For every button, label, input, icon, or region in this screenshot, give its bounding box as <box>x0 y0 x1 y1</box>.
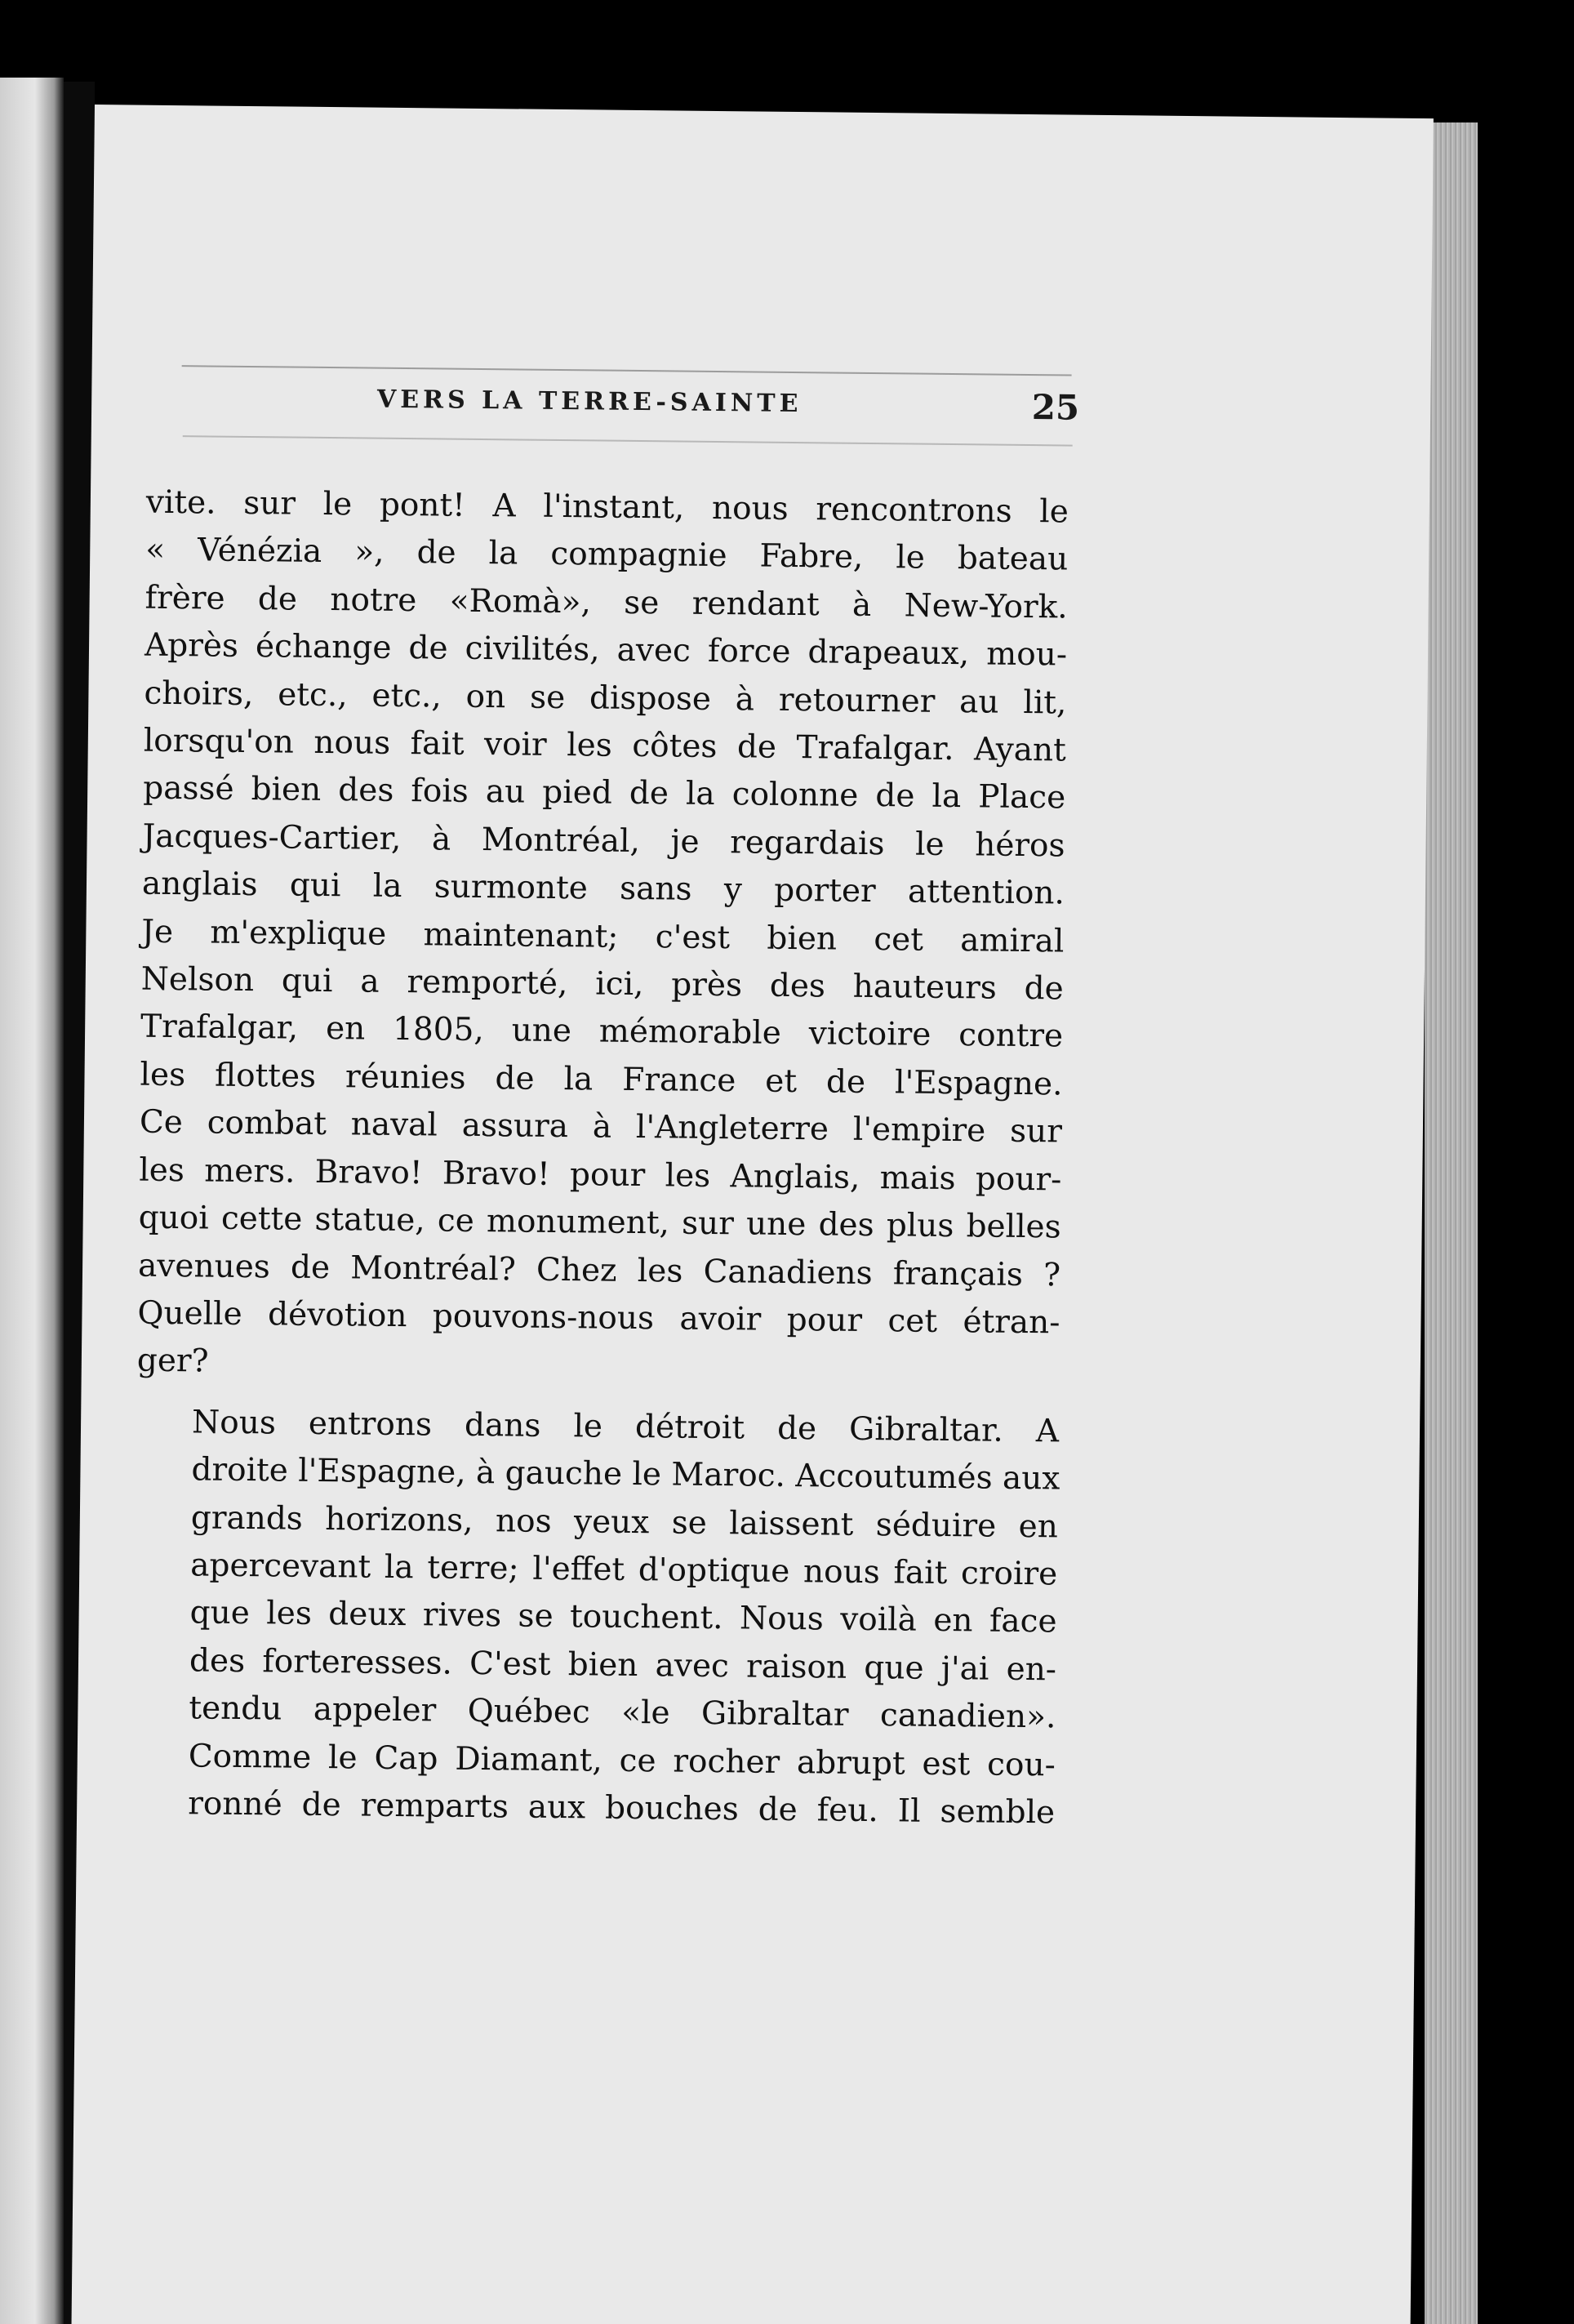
text-line: les mers. Bravo! Bravo! pour les Anglais, mais pour- <box>139 1151 1062 1199</box>
book-page <box>71 105 1434 2324</box>
text-line: Nelson qui a remporté, ici, près des hauteurs de <box>140 960 1064 1008</box>
page-header <box>181 378 1080 437</box>
text-line: Quelle dévotion pouvons-nous avoir pour cet étran- <box>137 1294 1060 1342</box>
page-stack-edge <box>1425 122 1478 2324</box>
text-line: Comme le Cap Diamant, ce rocher abrupt est cou- <box>188 1737 1056 1783</box>
page-number: 25 <box>1031 387 1080 428</box>
text-line: Jacques-Cartier, à Montréal, je regardais le héros <box>142 817 1065 865</box>
text-line: quoi cette statue, ce monument, sur une des plus belles <box>138 1199 1061 1246</box>
text-line: frère de notre «Romà», se rendant à New-York. <box>145 579 1068 626</box>
text-line: lorsqu'on nous fait voir les côtes de Trafalgar. Ayant <box>143 722 1067 769</box>
header-rule-top <box>182 365 1072 376</box>
text-line: Nous entrons dans le détroit de Gibraltar. A <box>191 1404 1060 1450</box>
text-line: anglais qui la surmonte sans y porter attention. <box>141 865 1065 912</box>
paragraph-2 <box>132 1398 1059 1836</box>
text-line: Trafalgar, en 1805, une mémorable victoire contre <box>140 1008 1064 1055</box>
header-rule-bottom <box>183 435 1073 446</box>
text-line: les flottes réunies de la France et de l'Espagne. <box>140 1056 1063 1103</box>
text-line: Après échange de civilités, avec force drapeaux, mou- <box>144 626 1068 674</box>
running-head: VERS LA TERRE-SAINTE <box>376 385 803 419</box>
text-line: des forteresses. C'est bien avec raison que j'ai en- <box>189 1642 1057 1689</box>
text-line: vite. sur le pont! A l'instant, nous rencontrons le <box>145 483 1069 531</box>
text-line: ronné de remparts aux bouches de feu. Il semble <box>187 1785 1056 1832</box>
text-line: Je m'explique maintenant; c'est bien cet amiral <box>141 913 1065 960</box>
text-line: droite l'Espagne, à gauche le Maroc. Accoutumés aux <box>191 1451 1060 1498</box>
text-line: grands horizons, nos yeux se laissent séduire en <box>190 1498 1059 1545</box>
text-line: « Vénézia », de la compagnie Fabre, le bateau <box>145 532 1069 578</box>
text-line: ger? <box>136 1342 209 1380</box>
text-line: que les deux rives se touchent. Nous voilà en face <box>189 1594 1057 1641</box>
text-line: passé bien des fois au pied de la colonne de la Place <box>142 770 1066 817</box>
text-line: avenues de Montréal? Chez les Canadiens français ? <box>137 1247 1061 1293</box>
text-line: apercevant la terre; l'effet d'optique nous fait croire <box>190 1547 1058 1593</box>
paragraph-1 <box>137 479 1069 1395</box>
facing-page-edge <box>0 78 64 2324</box>
text-line: tendu appeler Québec «le Gibraltar canadien». <box>189 1690 1056 1736</box>
text-line: Ce combat naval assura à l'Angleterre l'empire sur <box>139 1103 1063 1151</box>
text-line: choirs, etc., etc., on se dispose à retourner au lit, <box>144 674 1067 722</box>
body-text <box>132 479 1069 1837</box>
